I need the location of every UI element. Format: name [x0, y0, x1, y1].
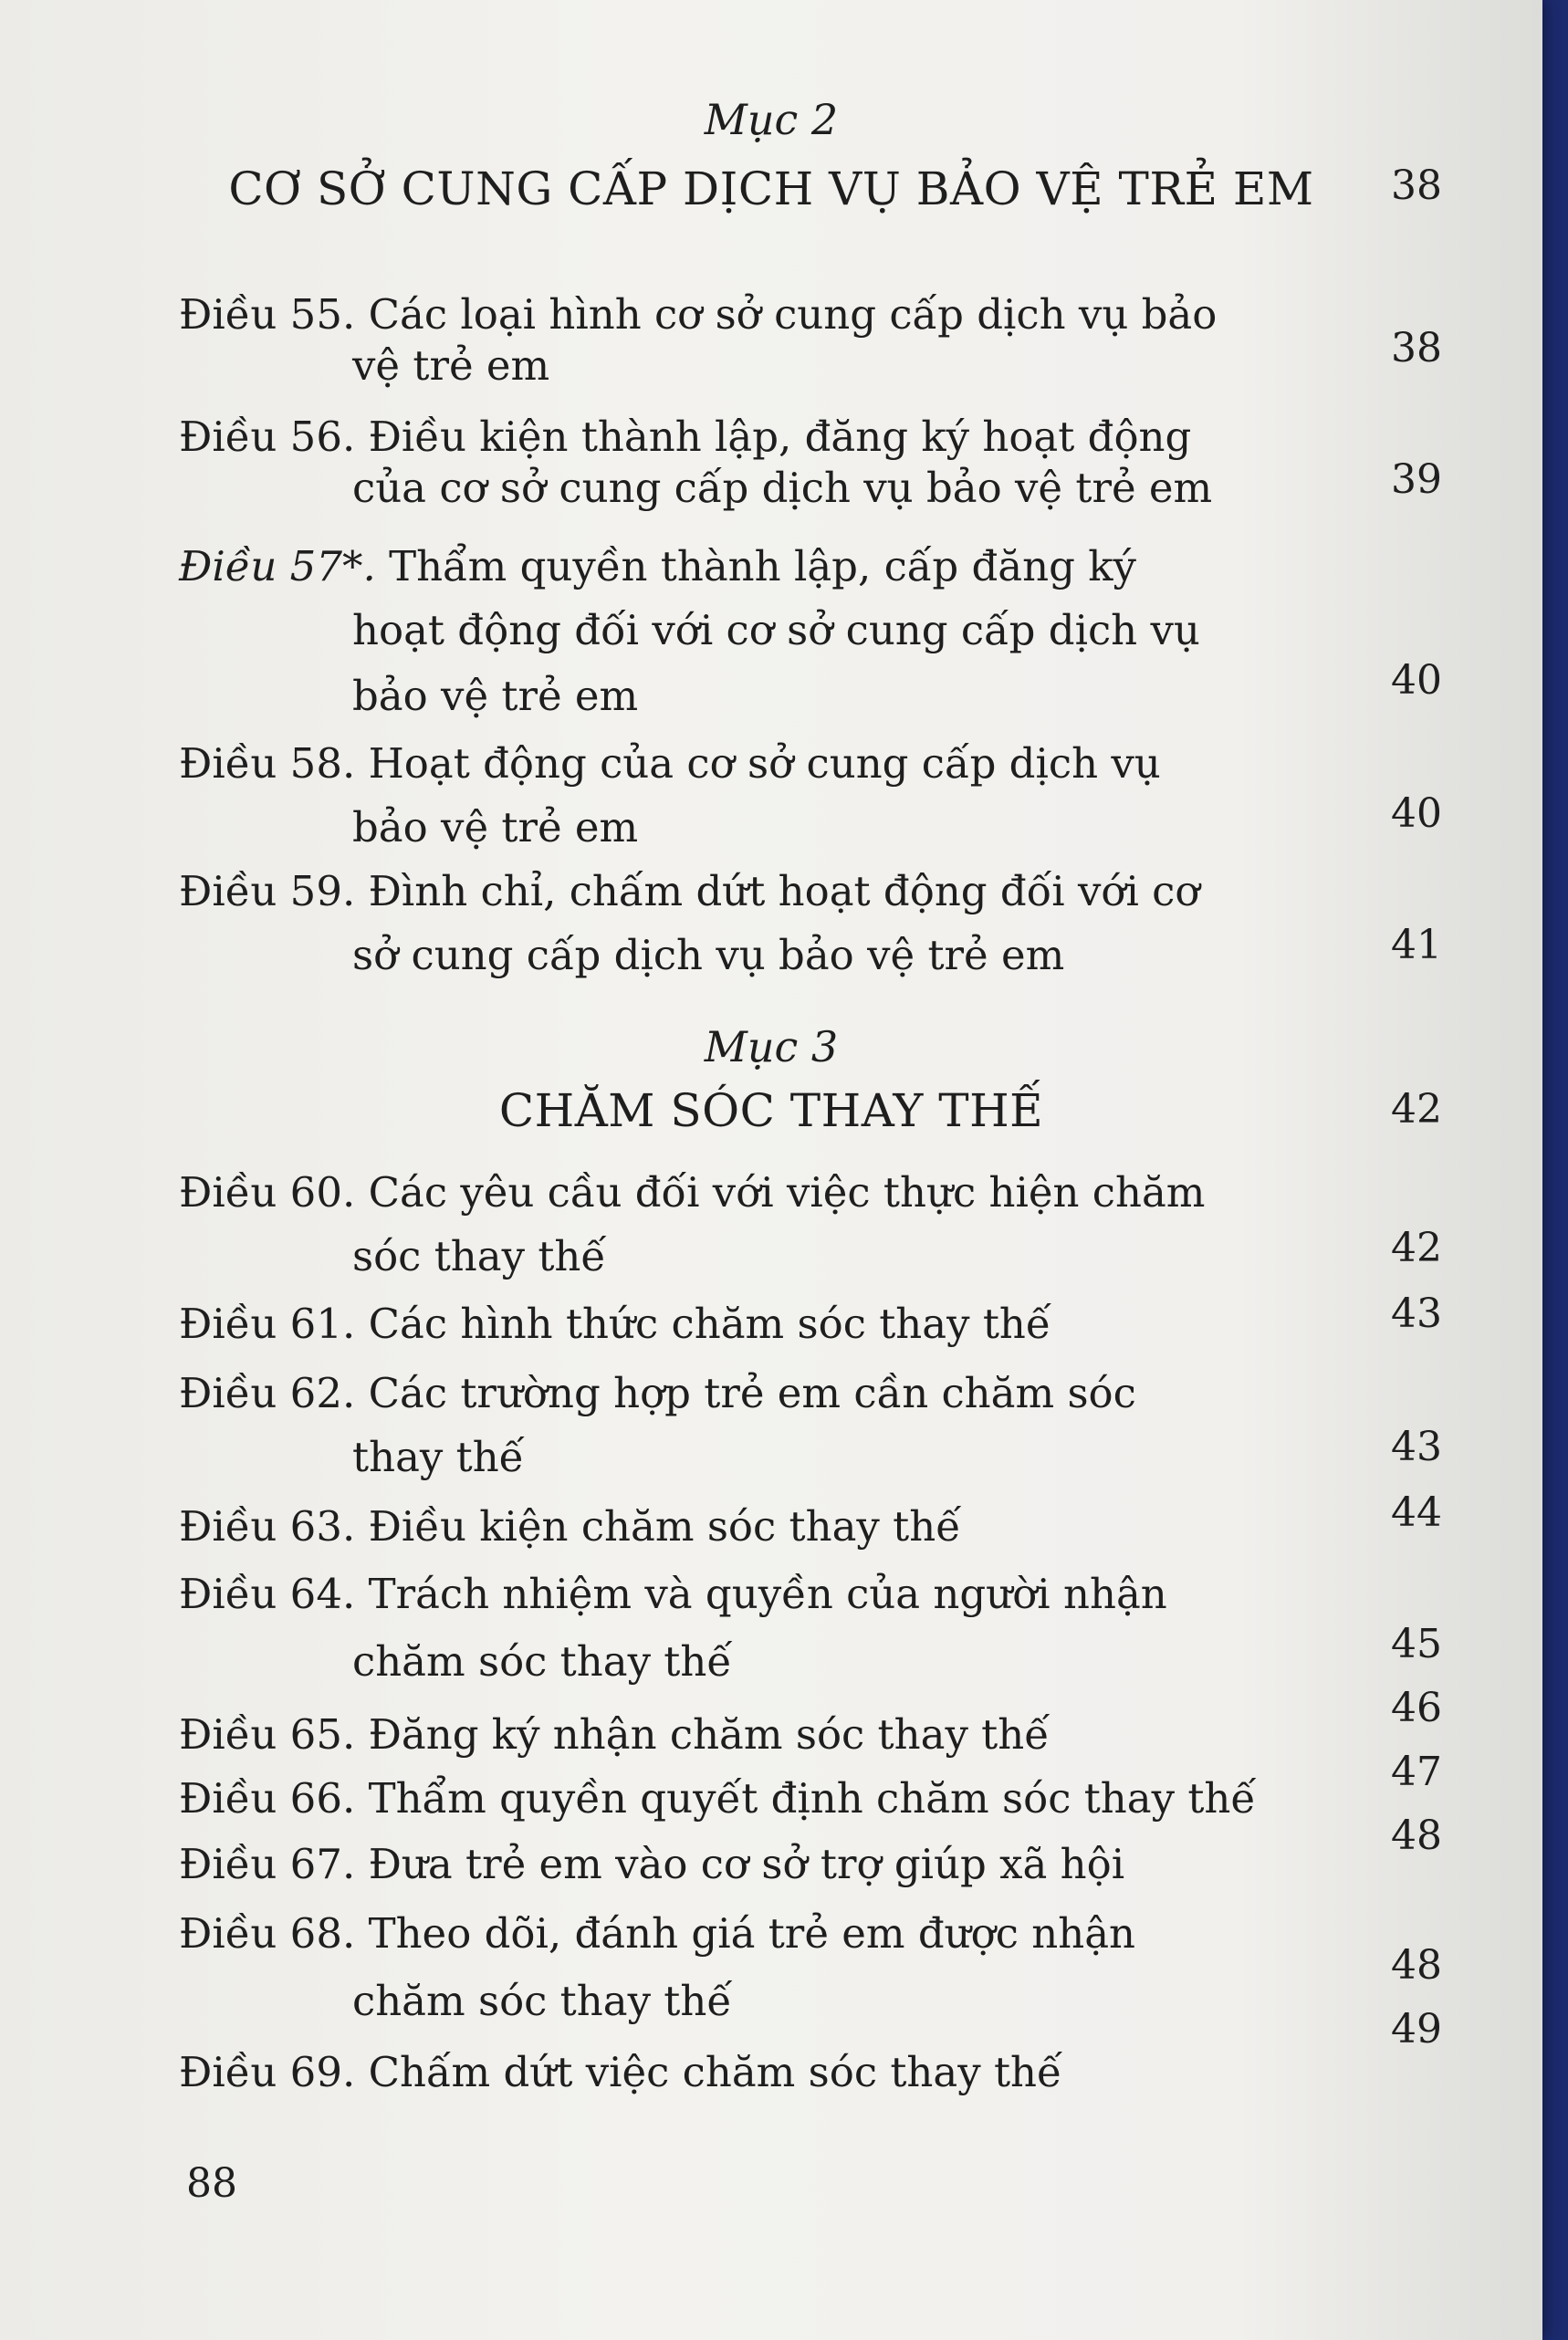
article-page: 48 [1391, 1812, 1442, 1859]
article-title-cont: hoạt động đối với cơ sở cung cấp dịch vụ [352, 606, 1200, 654]
article-title: Thẩm quyền quyết định chăm sóc thay thế [368, 1774, 1257, 1823]
toc-entry-58 [179, 739, 1161, 788]
article-title-cont: thay thế [352, 1433, 525, 1481]
article-title: Các hình thức chăm sóc thay thế [368, 1300, 1051, 1348]
page-number: 88 [186, 2160, 237, 2207]
toc-entry-60 [179, 1168, 1205, 1217]
article-title: Điều kiện thành lập, đăng ký hoạt động [368, 413, 1192, 461]
article-title-cont: sở cung cấp dịch vụ bảo vệ trẻ em [352, 931, 1065, 979]
article-number: Điều 69. [179, 2048, 356, 2096]
toc-entry-65 [179, 1710, 1050, 1759]
article-number: Điều 59. [179, 867, 356, 915]
article-title-cont: chăm sóc thay thế [352, 1977, 733, 2025]
toc-entry-63 [179, 1502, 961, 1551]
toc-entry-64 [179, 1570, 1167, 1618]
article-title: Điều kiện chăm sóc thay thế [368, 1502, 961, 1551]
section-2-title: CƠ SỞ CUNG CẤP DỊCH VỤ BẢO VỆ TRẺ EM [228, 162, 1314, 215]
article-title: Đình chỉ, chấm dứt hoạt động đối với cơ [368, 867, 1200, 915]
article-number: Điều 57*. [179, 542, 376, 590]
article-number: Điều 58. [179, 739, 356, 788]
article-title-cont: của cơ sở cung cấp dịch vụ bảo vệ trẻ em [352, 464, 1213, 512]
article-title-cont: sóc thay thế [352, 1232, 607, 1280]
article-page: 45 [1391, 1621, 1442, 1667]
article-title-cont: bảo vệ trẻ em [352, 803, 639, 851]
article-number: Điều 63. [179, 1502, 356, 1551]
article-page: 49 [1391, 2006, 1442, 2053]
article-number: Điều 64. [179, 1570, 356, 1618]
article-title: Các trường hợp trẻ em cần chăm sóc [368, 1369, 1136, 1417]
toc-entry-59 [179, 867, 1199, 915]
toc-entry-62 [179, 1369, 1136, 1417]
article-number: Điều 68. [179, 1909, 356, 1958]
article-page: 41 [1391, 922, 1442, 968]
article-page: 43 [1391, 1290, 1442, 1337]
article-number: Điều 60. [179, 1168, 356, 1217]
section-3-label: Mục 3 [704, 1022, 839, 1071]
article-page: 46 [1391, 1685, 1442, 1731]
toc-entry-69 [179, 2048, 1062, 2096]
article-page: 47 [1391, 1749, 1442, 1795]
toc-entry-57 [179, 542, 1136, 590]
section-2-page: 38 [1391, 162, 1442, 209]
article-page: 48 [1391, 1942, 1442, 1989]
article-title-cont: bảo vệ trẻ em [352, 672, 639, 720]
article-title: Thẩm quyền thành lập, cấp đăng ký [389, 542, 1136, 590]
article-title: Đưa trẻ em vào cơ sở trợ giúp xã hội [368, 1840, 1125, 1888]
toc-entry-67 [179, 1840, 1124, 1888]
article-title: Theo dõi, đánh giá trẻ em được nhận [368, 1909, 1136, 1958]
article-title: Đăng ký nhận chăm sóc thay thế [368, 1710, 1050, 1759]
toc-entry-68 [179, 1909, 1135, 1958]
section-2-label: Mục 2 [704, 95, 839, 144]
article-page: 44 [1391, 1489, 1442, 1536]
toc-entry-55 [179, 290, 1217, 339]
article-title: Các yêu cầu đối với việc thực hiện chăm [368, 1168, 1206, 1217]
article-page: 43 [1391, 1424, 1442, 1470]
article-page: 38 [1391, 325, 1442, 371]
article-number: Điều 67. [179, 1840, 356, 1888]
article-number: Điều 61. [179, 1300, 356, 1348]
section-3-page: 42 [1391, 1086, 1442, 1133]
toc-entry-61 [179, 1300, 1051, 1348]
article-number: Điều 56. [179, 413, 356, 461]
article-number: Điều 62. [179, 1369, 356, 1417]
article-title-cont: chăm sóc thay thế [352, 1637, 733, 1686]
article-page: 42 [1391, 1225, 1442, 1271]
article-page: 39 [1391, 456, 1442, 503]
toc-entry-56 [179, 413, 1191, 461]
article-title: Trách nhiệm và quyền của người nhận [368, 1570, 1167, 1618]
article-title-cont: vệ trẻ em [352, 341, 550, 390]
article-title: Hoạt động của cơ sở cung cấp dịch vụ [368, 739, 1161, 788]
section-3-title: CHĂM SÓC THAY THẾ [498, 1084, 1044, 1137]
article-number: Điều 55. [179, 290, 356, 339]
article-page: 40 [1391, 657, 1442, 704]
article-number: Điều 66. [179, 1774, 356, 1823]
article-page: 40 [1391, 790, 1442, 837]
article-number: Điều 65. [179, 1710, 356, 1759]
article-title: Các loại hình cơ sở cung cấp dịch vụ bảo [368, 290, 1218, 339]
toc-entry-66 [179, 1774, 1256, 1823]
article-title: Chấm dứt việc chăm sóc thay thế [368, 2048, 1062, 2096]
